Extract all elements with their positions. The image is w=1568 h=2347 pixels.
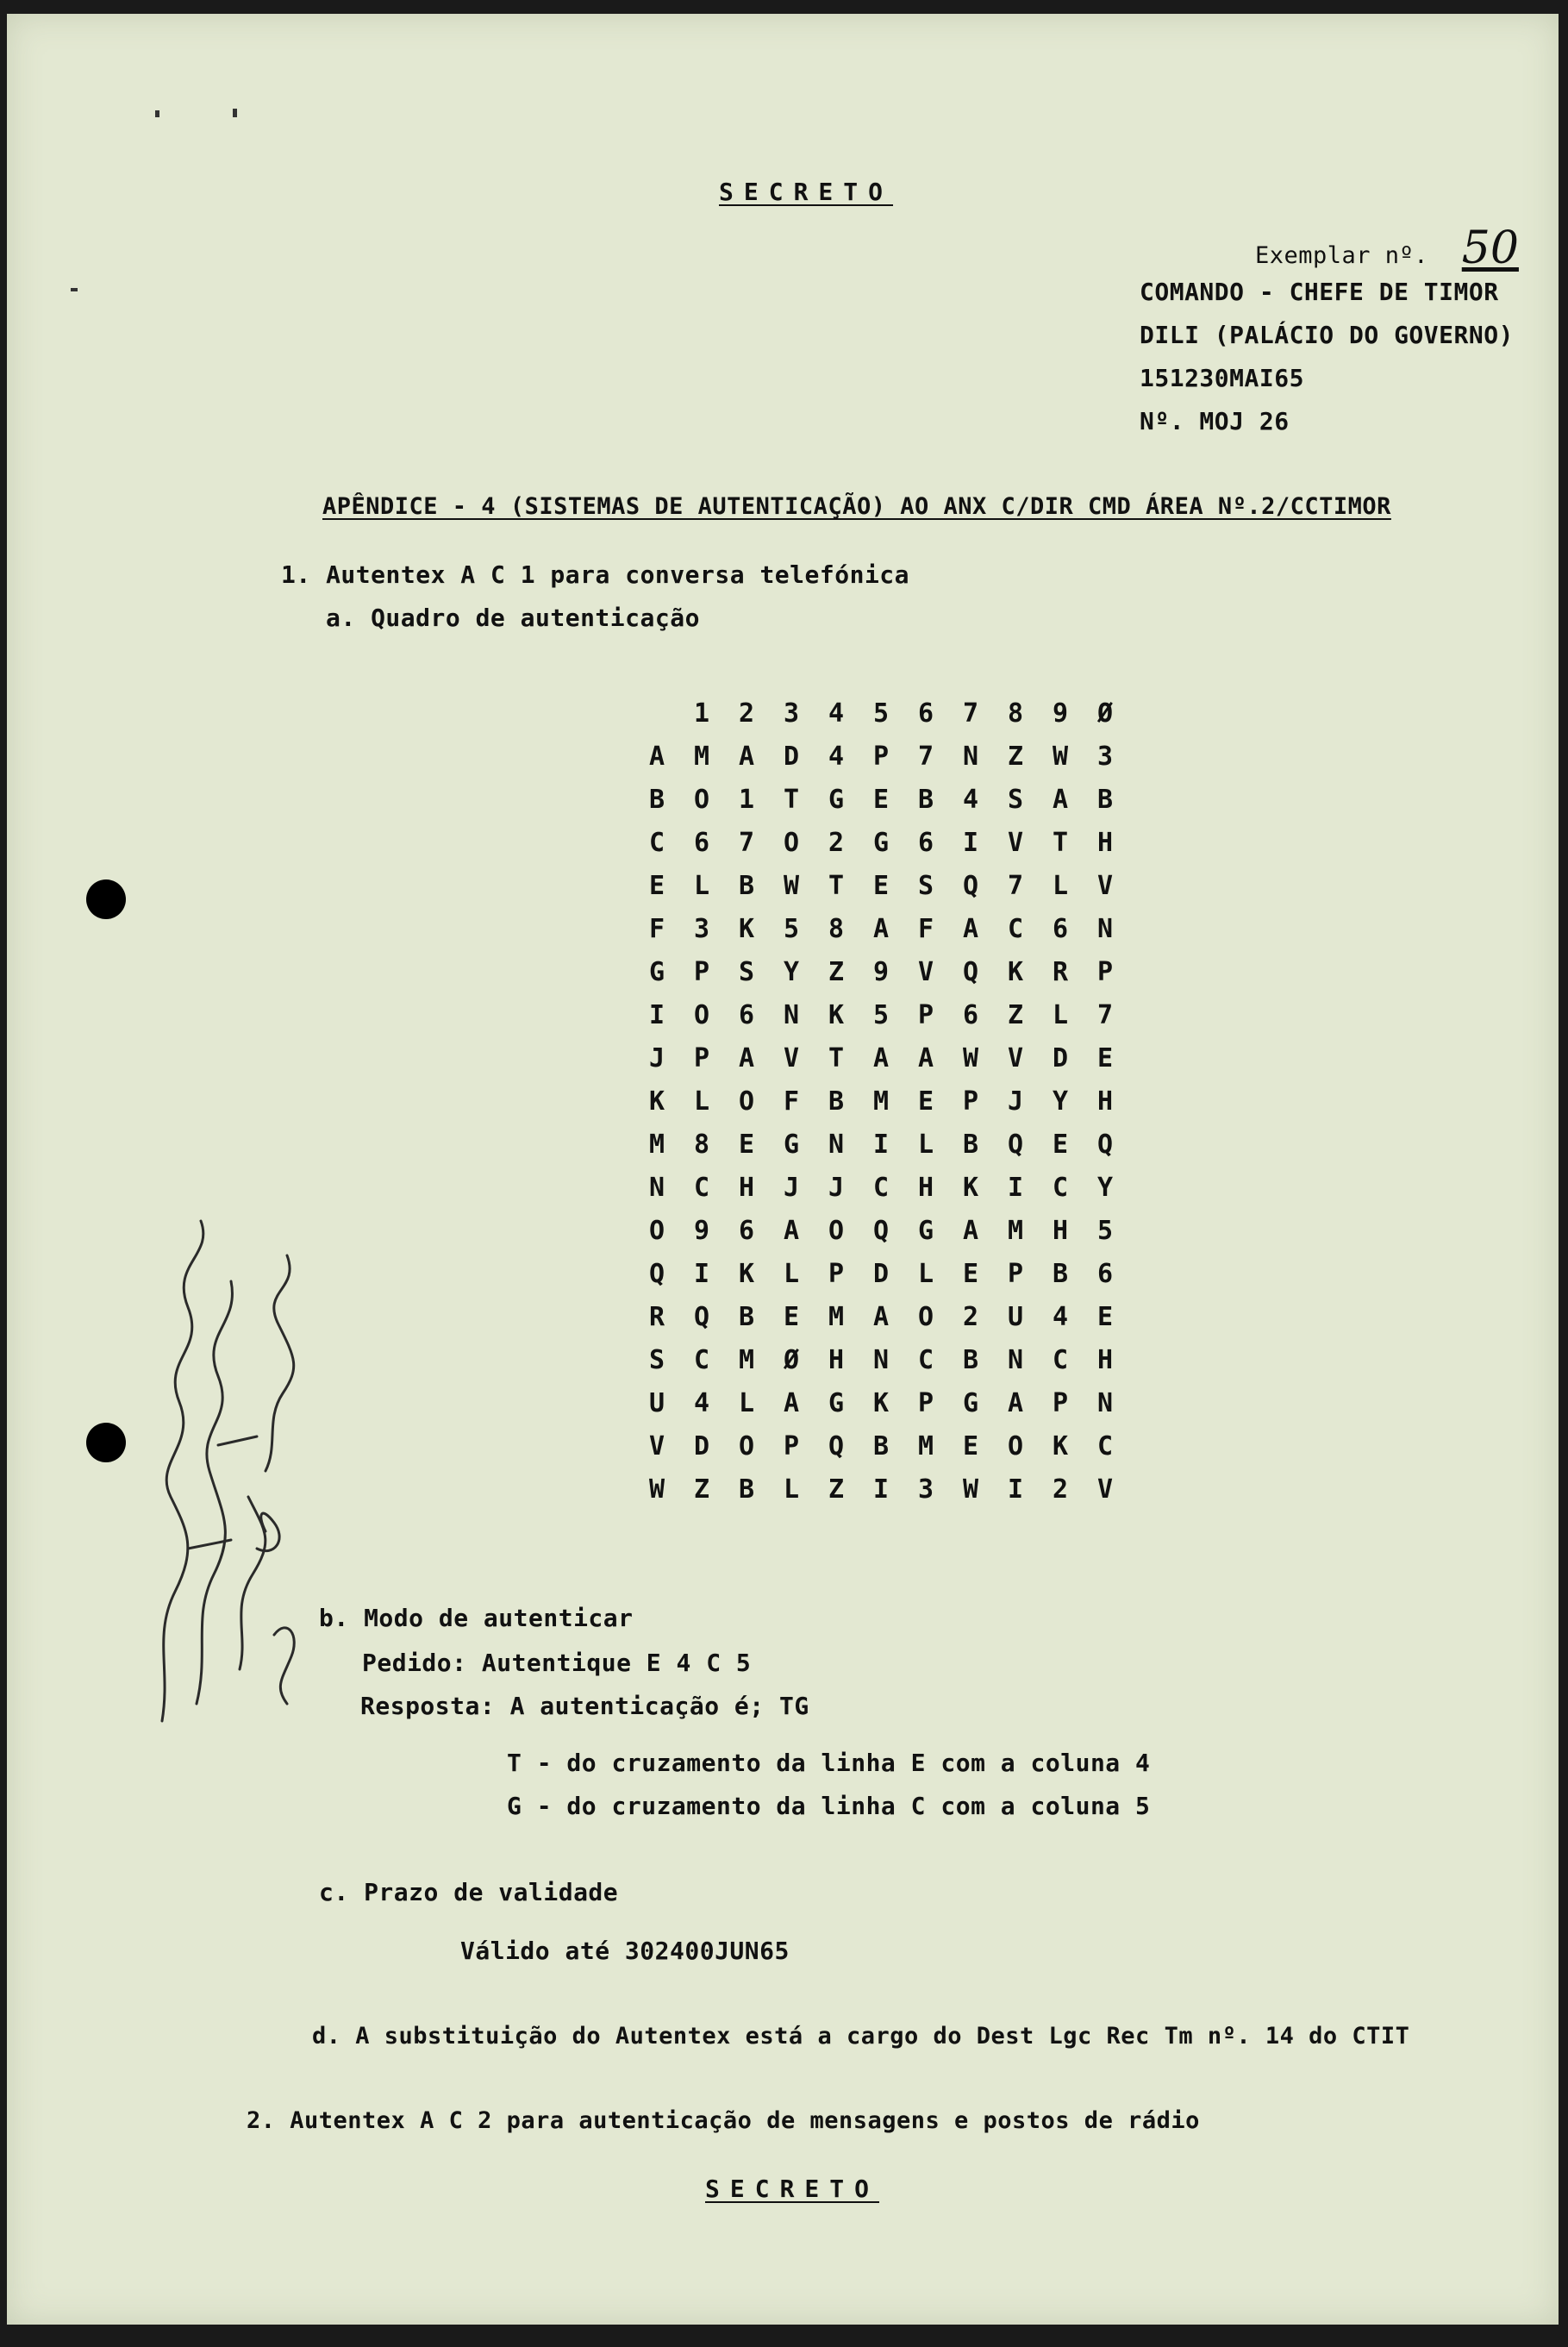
- grid-column-header: 4: [828, 698, 845, 729]
- grid-row-label: V: [648, 1430, 665, 1461]
- section-1a-heading: a. Quadro de autenticação: [326, 604, 700, 632]
- grid-cell: S: [917, 870, 934, 901]
- grid-cell: K: [872, 1387, 890, 1418]
- grid-cell: W: [1052, 741, 1069, 772]
- grid-cell: 5: [872, 999, 890, 1030]
- grid-cell: 7: [1007, 870, 1024, 901]
- grid-cell: N: [1096, 913, 1114, 944]
- grid-cell: I: [1007, 1172, 1024, 1203]
- grid-cell: M: [872, 1086, 890, 1117]
- grid-cell: A: [962, 1215, 979, 1246]
- grid-cell: B: [738, 870, 755, 901]
- grid-row-label: M: [648, 1129, 665, 1160]
- grid-cell: 5: [1096, 1215, 1114, 1246]
- grid-cell: P: [1052, 1387, 1069, 1418]
- grid-cell: 6: [693, 827, 710, 858]
- grid-cell: K: [1007, 956, 1024, 987]
- grid-cell: E: [962, 1430, 979, 1461]
- grid-cell: A: [783, 1215, 800, 1246]
- section-2-heading: 2. Autentex A C 2 para autenticação de mensagens e postos de rádio: [247, 2107, 1200, 2134]
- grid-cell: G: [962, 1387, 979, 1418]
- grid-column-header: 9: [1052, 698, 1069, 729]
- grid-cell: B: [917, 784, 934, 815]
- grid-cell: P: [962, 1086, 979, 1117]
- grid-row: [634, 907, 1128, 950]
- grid-cell: G: [872, 827, 890, 858]
- grid-cell: H: [1096, 827, 1114, 858]
- grid-cell: 2: [962, 1301, 979, 1332]
- grid-cell: N: [962, 741, 979, 772]
- grid-cell: B: [1096, 784, 1114, 815]
- appendix-title: APÊNDICE - 4 (SISTEMAS DE AUTENTICAÇÃO) AO ANX C/DIR CMD ÁREA Nº.2/CCTIMOR: [322, 493, 1391, 520]
- grid-cell: 9: [872, 956, 890, 987]
- grid-cell: A: [1052, 784, 1069, 815]
- grid-cell: H: [1096, 1344, 1114, 1375]
- grid-cell: 2: [1052, 1474, 1069, 1505]
- grid-cell: I: [872, 1474, 890, 1505]
- grid-cell: C: [1096, 1430, 1114, 1461]
- grid-cell: K: [828, 999, 845, 1030]
- grid-cell: H: [828, 1344, 845, 1375]
- grid-cell: 6: [1096, 1258, 1114, 1289]
- grid-cell: W: [783, 870, 800, 901]
- grid-cell: W: [962, 1042, 979, 1073]
- grid-cell: F: [917, 913, 934, 944]
- grid-row: [634, 1381, 1128, 1424]
- grid-cell: W: [962, 1474, 979, 1505]
- grid-row: [634, 864, 1128, 907]
- grid-cell: V: [1007, 1042, 1024, 1073]
- grid-cell: 5: [783, 913, 800, 944]
- grid-cell: E: [1052, 1129, 1069, 1160]
- grid-cell: 6: [1052, 913, 1069, 944]
- punch-hole-top: [86, 879, 126, 919]
- grid-cell: P: [1096, 956, 1114, 987]
- grid-column-header: 6: [917, 698, 934, 729]
- grid-cell: L: [917, 1129, 934, 1160]
- grid-cell: 7: [917, 741, 934, 772]
- grid-cell: K: [738, 1258, 755, 1289]
- grid-cell: J: [828, 1172, 845, 1203]
- grid-cell: E: [872, 870, 890, 901]
- grid-cell: Q: [1096, 1129, 1114, 1160]
- grid-cell: O: [693, 784, 710, 815]
- grid-cell: S: [738, 956, 755, 987]
- grid-cell: N: [828, 1129, 845, 1160]
- response-line: Resposta: A autenticação é; TG: [360, 1692, 809, 1720]
- grid-cell: 6: [738, 999, 755, 1030]
- grid-cell: B: [738, 1474, 755, 1505]
- grid-cell: L: [917, 1258, 934, 1289]
- classification-header: SECRETO: [719, 178, 894, 206]
- grid-row-label: U: [648, 1387, 665, 1418]
- grid-cell: 4: [693, 1387, 710, 1418]
- margin-mark: [233, 109, 237, 117]
- grid-cell: Z: [828, 956, 845, 987]
- grid-cell: J: [1007, 1086, 1024, 1117]
- grid-cell: A: [917, 1042, 934, 1073]
- grid-cell: Y: [1052, 1086, 1069, 1117]
- grid-cell: A: [738, 1042, 755, 1073]
- grid-cell: 3: [693, 913, 710, 944]
- grid-cell: E: [872, 784, 890, 815]
- grid-cell: 4: [962, 784, 979, 815]
- grid-cell: M: [828, 1301, 845, 1332]
- grid-cell: U: [1007, 1301, 1024, 1332]
- grid-cell: J: [783, 1172, 800, 1203]
- grid-cell: B: [872, 1430, 890, 1461]
- grid-cell: S: [1007, 784, 1024, 815]
- margin-mark: [71, 288, 78, 291]
- copy-number: 50: [1461, 222, 1519, 274]
- grid-cell: A: [738, 741, 755, 772]
- grid-cell: V: [783, 1042, 800, 1073]
- grid-cell: F: [783, 1086, 800, 1117]
- section-b-heading: b. Modo de autenticar: [319, 1604, 634, 1632]
- grid-cell: Q: [962, 956, 979, 987]
- grid-cell: Z: [693, 1474, 710, 1505]
- grid-cell: I: [693, 1258, 710, 1289]
- grid-row-label: I: [648, 999, 665, 1030]
- grid-cell: N: [1096, 1387, 1114, 1418]
- grid-row-label: R: [648, 1301, 665, 1332]
- grid-cell: 4: [1052, 1301, 1069, 1332]
- grid-header-row: [634, 692, 1128, 735]
- grid-row: [634, 735, 1128, 778]
- grid-cell: H: [1096, 1086, 1114, 1117]
- grid-cell: P: [917, 1387, 934, 1418]
- grid-cell: K: [1052, 1430, 1069, 1461]
- grid-cell: O: [1007, 1430, 1024, 1461]
- grid-cell: Z: [1007, 741, 1024, 772]
- grid-cell: A: [872, 913, 890, 944]
- grid-row: [634, 821, 1128, 864]
- grid-cell: E: [783, 1301, 800, 1332]
- grid-cell: G: [917, 1215, 934, 1246]
- punch-hole-bottom: [86, 1423, 126, 1462]
- grid-cell: O: [917, 1301, 934, 1332]
- grid-cell: A: [872, 1042, 890, 1073]
- grid-cell: I: [1007, 1474, 1024, 1505]
- grid-cell: O: [828, 1215, 845, 1246]
- document-page: [7, 14, 1559, 2325]
- grid-cell: B: [738, 1301, 755, 1332]
- grid-cell: 9: [693, 1215, 710, 1246]
- grid-cell: O: [738, 1086, 755, 1117]
- grid-cell: H: [1052, 1215, 1069, 1246]
- grid-row: [634, 1036, 1128, 1080]
- grid-cell: 7: [738, 827, 755, 858]
- grid-cell: D: [783, 741, 800, 772]
- grid-cell: A: [962, 913, 979, 944]
- datetime-line: 151230MAI65: [1140, 364, 1304, 392]
- grid-cell: E: [917, 1086, 934, 1117]
- grid-cell: V: [917, 956, 934, 987]
- grid-row-label: O: [648, 1215, 665, 1246]
- grid-row: [634, 950, 1128, 993]
- grid-cell: Q: [828, 1430, 845, 1461]
- copy-label: [1255, 222, 1529, 274]
- grid-cell: 4: [828, 741, 845, 772]
- grid-cell: V: [1007, 827, 1024, 858]
- grid-row-label: E: [648, 870, 665, 901]
- grid-cell: 7: [1096, 999, 1114, 1030]
- grid-cell: M: [738, 1344, 755, 1375]
- grid-cell: Q: [872, 1215, 890, 1246]
- grid-row-label: N: [648, 1172, 665, 1203]
- grid-row-label: S: [648, 1344, 665, 1375]
- grid-cell: O: [693, 999, 710, 1030]
- grid-row-label: Q: [648, 1258, 665, 1289]
- grid-row: [634, 1295, 1128, 1338]
- grid-row: [634, 1424, 1128, 1468]
- grid-cell: P: [917, 999, 934, 1030]
- grid-row-label: G: [648, 956, 665, 987]
- explain-t-line: T - do cruzamento da linha E com a coluna 4: [507, 1749, 1151, 1777]
- grid-cell: L: [693, 870, 710, 901]
- grid-cell: C: [872, 1172, 890, 1203]
- command-line: COMANDO - CHEFE DE TIMOR: [1140, 278, 1499, 306]
- grid-cell: H: [917, 1172, 934, 1203]
- grid-column-header: Ø: [1096, 698, 1114, 729]
- grid-cell: N: [783, 999, 800, 1030]
- grid-row: [634, 1209, 1128, 1252]
- grid-cell: Q: [1007, 1129, 1024, 1160]
- grid-cell: Q: [962, 870, 979, 901]
- grid-row-label: C: [648, 827, 665, 858]
- handwritten-signature: [136, 1186, 317, 1738]
- grid-cell: N: [872, 1344, 890, 1375]
- grid-row-label: A: [648, 741, 665, 772]
- grid-cell: L: [1052, 870, 1069, 901]
- request-line: Pedido: Autentique E 4 C 5: [362, 1649, 752, 1677]
- grid-cell: Y: [1096, 1172, 1114, 1203]
- grid-cell: L: [1052, 999, 1069, 1030]
- grid-cell: L: [783, 1474, 800, 1505]
- grid-cell: L: [783, 1258, 800, 1289]
- grid-cell: K: [738, 913, 755, 944]
- section-1-heading: 1. Autentex A C 1 para conversa telefónica: [281, 560, 910, 589]
- grid-cell: C: [917, 1344, 934, 1375]
- grid-cell: G: [828, 784, 845, 815]
- grid-cell: H: [738, 1172, 755, 1203]
- margin-mark: [155, 110, 159, 117]
- grid-cell: 6: [917, 827, 934, 858]
- grid-cell: 6: [738, 1215, 755, 1246]
- grid-cell: T: [783, 784, 800, 815]
- classification-footer: SECRETO: [705, 2175, 880, 2203]
- grid-column-header: 5: [872, 698, 890, 729]
- grid-cell: R: [1052, 956, 1069, 987]
- grid-row: [634, 1468, 1128, 1511]
- grid-cell: P: [783, 1430, 800, 1461]
- grid-column-header: 3: [783, 698, 800, 729]
- grid-column-header: 8: [1007, 698, 1024, 729]
- grid-row: [634, 778, 1128, 821]
- grid-cell: 8: [693, 1129, 710, 1160]
- grid-cell: Q: [693, 1301, 710, 1332]
- grid-cell: 1: [738, 784, 755, 815]
- grid-cell: Z: [828, 1474, 845, 1505]
- grid-cell: E: [738, 1129, 755, 1160]
- grid-row: [634, 1252, 1128, 1295]
- grid-cell: O: [783, 827, 800, 858]
- grid-column-header: 1: [693, 698, 710, 729]
- section-c-heading: c. Prazo de validade: [319, 1878, 619, 1906]
- grid-cell: M: [693, 741, 710, 772]
- reference-line: Nº. MOJ 26: [1140, 407, 1290, 435]
- grid-cell: P: [693, 1042, 710, 1073]
- grid-cell: G: [828, 1387, 845, 1418]
- grid-cell: V: [1096, 1474, 1114, 1505]
- grid-row-label: J: [648, 1042, 665, 1073]
- grid-cell: D: [872, 1258, 890, 1289]
- grid-row-label: K: [648, 1086, 665, 1117]
- grid-cell: V: [1096, 870, 1114, 901]
- grid-cell: P: [828, 1258, 845, 1289]
- grid-cell: E: [962, 1258, 979, 1289]
- grid-cell: A: [872, 1301, 890, 1332]
- grid-cell: E: [1096, 1042, 1114, 1073]
- grid-cell: B: [962, 1129, 979, 1160]
- grid-cell: G: [783, 1129, 800, 1160]
- grid-row: [634, 1166, 1128, 1209]
- grid-cell: L: [693, 1086, 710, 1117]
- grid-cell: Z: [1007, 999, 1024, 1030]
- grid-cell: P: [1007, 1258, 1024, 1289]
- grid-cell: 2: [828, 827, 845, 858]
- grid-row: [634, 1080, 1128, 1123]
- grid-cell: 3: [917, 1474, 934, 1505]
- grid-cell: M: [1007, 1215, 1024, 1246]
- grid-cell: B: [1052, 1258, 1069, 1289]
- grid-cell: I: [872, 1129, 890, 1160]
- grid-cell: E: [1096, 1301, 1114, 1332]
- grid-cell: B: [962, 1344, 979, 1375]
- grid-row: [634, 1123, 1128, 1166]
- grid-column-header: 7: [962, 698, 979, 729]
- grid-cell: C: [1052, 1172, 1069, 1203]
- validity-line: Válido até 302400JUN65: [460, 1937, 790, 1965]
- grid-row-label: B: [648, 784, 665, 815]
- grid-cell: T: [1052, 827, 1069, 858]
- grid-cell: T: [828, 1042, 845, 1073]
- copy-label-text: Exemplar nº.: [1255, 242, 1429, 269]
- explain-g-line: G - do cruzamento da linha C com a coluna 5: [507, 1792, 1151, 1820]
- grid-cell: C: [693, 1172, 710, 1203]
- grid-cell: P: [693, 956, 710, 987]
- grid-cell: Ø: [783, 1344, 800, 1375]
- grid-cell: B: [828, 1086, 845, 1117]
- grid-cell: T: [828, 870, 845, 901]
- grid-cell: D: [693, 1430, 710, 1461]
- grid-cell: 6: [962, 999, 979, 1030]
- grid-cell: N: [1007, 1344, 1024, 1375]
- grid-column-header: 2: [738, 698, 755, 729]
- grid-cell: D: [1052, 1042, 1069, 1073]
- grid-row-label: F: [648, 913, 665, 944]
- grid-cell: 3: [1096, 741, 1114, 772]
- grid-cell: C: [1007, 913, 1024, 944]
- grid-row-label: W: [648, 1474, 665, 1505]
- grid-cell: C: [693, 1344, 710, 1375]
- grid-cell: O: [738, 1430, 755, 1461]
- grid-cell: P: [872, 741, 890, 772]
- grid-row: [634, 1338, 1128, 1381]
- location-line: DILI (PALÁCIO DO GOVERNO): [1140, 321, 1514, 349]
- grid-cell: C: [1052, 1344, 1069, 1375]
- grid-cell: Y: [783, 956, 800, 987]
- grid-cell: A: [1007, 1387, 1024, 1418]
- grid-cell: M: [917, 1430, 934, 1461]
- grid-cell: L: [738, 1387, 755, 1418]
- grid-cell: K: [962, 1172, 979, 1203]
- grid-cell: 8: [828, 913, 845, 944]
- grid-cell: I: [962, 827, 979, 858]
- grid-cell: A: [783, 1387, 800, 1418]
- section-d-text: d. A substituição do Autentex está a cargo do Dest Lgc Rec Tm nº. 14 do CTIT: [312, 2023, 1410, 2050]
- authentication-table: [634, 692, 1128, 1511]
- grid-row: [634, 993, 1128, 1036]
